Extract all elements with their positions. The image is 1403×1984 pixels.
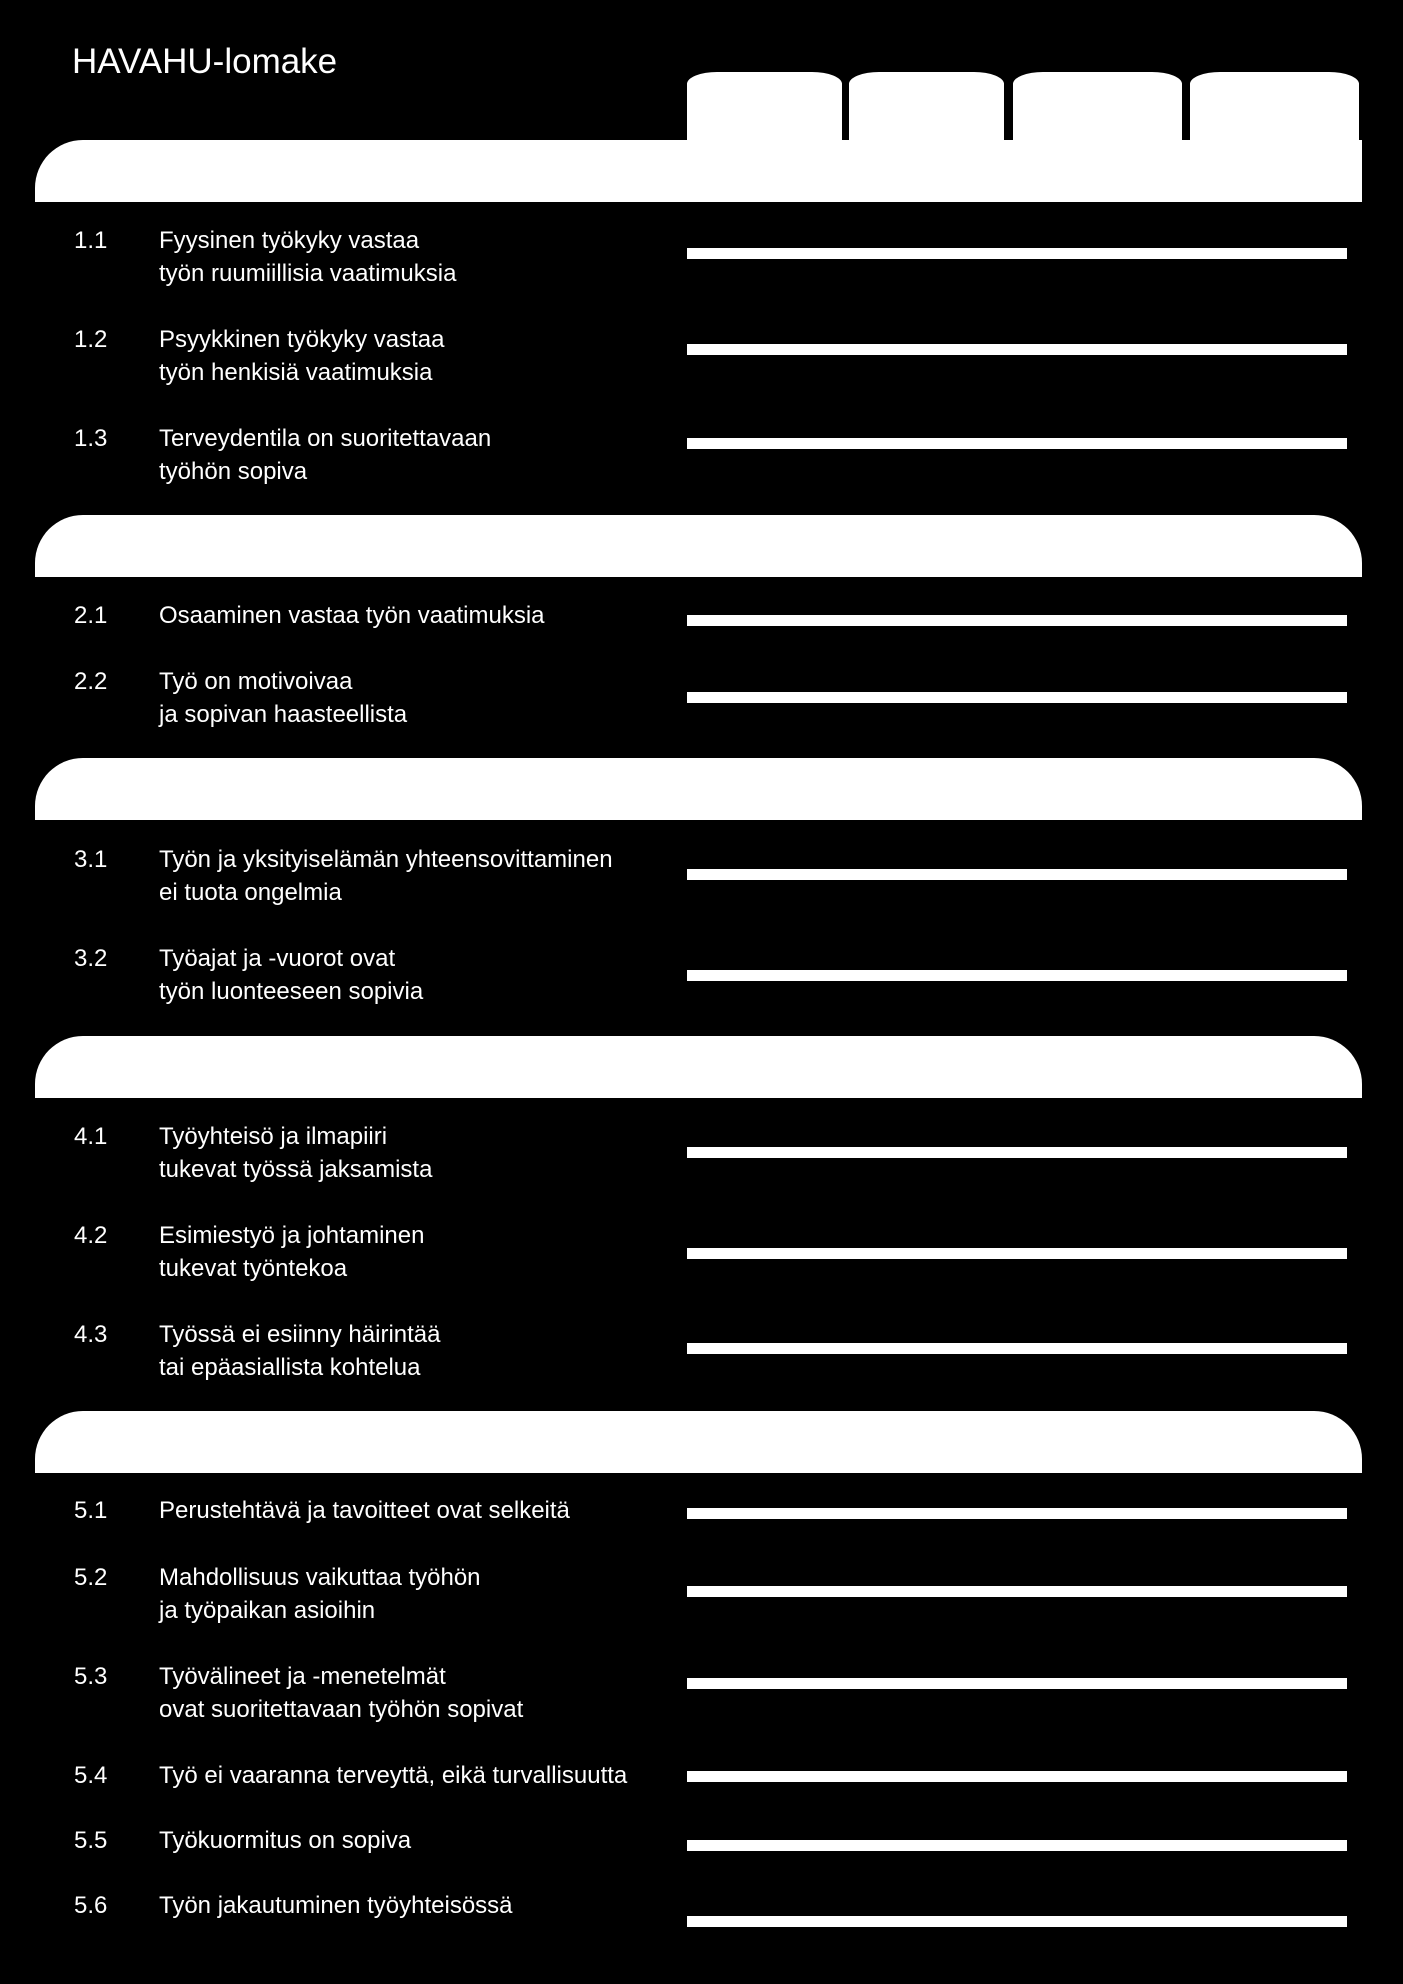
column-header-tab-2	[849, 72, 1004, 140]
item-label: Työ on motivoivaa ja sopivan haasteellista	[159, 668, 408, 728]
rating-line[interactable]	[687, 1147, 1347, 1158]
column-header-tab-1	[687, 72, 842, 140]
section-header-3	[35, 758, 1362, 820]
form-title: HAVAHU-lomake	[72, 42, 338, 81]
item-number: 5.3	[74, 1663, 108, 1690]
item-number: 4.2	[74, 1222, 108, 1249]
item-number: 5.2	[74, 1564, 108, 1591]
section-header-5	[35, 1411, 1362, 1473]
rating-line[interactable]	[687, 1343, 1347, 1354]
item-number: 5.1	[74, 1497, 108, 1524]
rating-line[interactable]	[687, 1916, 1347, 1927]
item-label: Työvälineet ja -menetelmät ovat suoritettavaan työhön sopivat	[159, 1663, 524, 1723]
rating-line[interactable]	[687, 615, 1347, 626]
item-label: Työn jakautuminen työyhteisössä	[159, 1892, 513, 1919]
rating-line[interactable]	[687, 970, 1347, 981]
item-number: 4.3	[74, 1321, 108, 1348]
item-label: Työkuormitus on sopiva	[159, 1827, 412, 1854]
item-number: 5.6	[74, 1892, 108, 1919]
item-label: Terveydentila on suoritettavaan työhön sopiva	[159, 425, 492, 485]
item-number: 3.2	[74, 945, 108, 972]
column-header-tab-4	[1190, 72, 1359, 140]
rating-line[interactable]	[687, 692, 1347, 703]
rating-line[interactable]	[687, 869, 1347, 880]
rating-line[interactable]	[687, 1508, 1347, 1519]
item-number: 3.1	[74, 846, 108, 873]
rating-line[interactable]	[687, 1678, 1347, 1689]
item-number: 5.5	[74, 1827, 108, 1854]
rating-line[interactable]	[687, 1586, 1347, 1597]
item-label: Työssä ei esiinny häirintää tai epäasiallista kohtelua	[159, 1321, 441, 1381]
item-label: Työyhteisö ja ilmapiiri tukevat työssä jaksamista	[159, 1123, 433, 1183]
item-number: 2.1	[74, 602, 108, 629]
item-label: Työ ei vaaranna terveyttä, eikä turvallisuutta	[159, 1762, 628, 1789]
section-header-4	[35, 1036, 1362, 1098]
section-header-2	[35, 515, 1362, 577]
rating-line[interactable]	[687, 438, 1347, 449]
item-label: Esimiestyö ja johtaminen tukevat työntekoa	[159, 1222, 425, 1282]
item-number: 1.3	[74, 425, 108, 452]
rating-line[interactable]	[687, 1771, 1347, 1782]
rating-line[interactable]	[687, 344, 1347, 355]
rating-line[interactable]	[687, 1840, 1347, 1851]
item-label: Perustehtävä ja tavoitteet ovat selkeitä	[159, 1497, 570, 1524]
section-header-1	[35, 140, 1362, 202]
column-header-tab-3	[1013, 72, 1182, 140]
item-number: 2.2	[74, 668, 108, 695]
item-number: 5.4	[74, 1762, 108, 1789]
item-label: Psyykkinen työkyky vastaa työn henkisiä vaatimuksia	[159, 326, 445, 386]
item-label: Fyysinen työkyky vastaa työn ruumiillisia vaatimuksia	[159, 227, 457, 287]
item-number: 4.1	[74, 1123, 108, 1150]
item-label: Työajat ja -vuorot ovat työn luonteeseen sopivia	[159, 945, 424, 1005]
rating-line[interactable]	[687, 1248, 1347, 1259]
item-label: Osaaminen vastaa työn vaatimuksia	[159, 602, 545, 629]
item-number: 1.2	[74, 326, 108, 353]
item-label: Työn ja yksityiselämän yhteensovittaminen ei tuota ongelmia	[159, 846, 613, 906]
item-number: 1.1	[74, 227, 108, 254]
item-label: Mahdollisuus vaikuttaa työhön ja työpaikan asioihin	[159, 1564, 481, 1624]
rating-line[interactable]	[687, 248, 1347, 259]
